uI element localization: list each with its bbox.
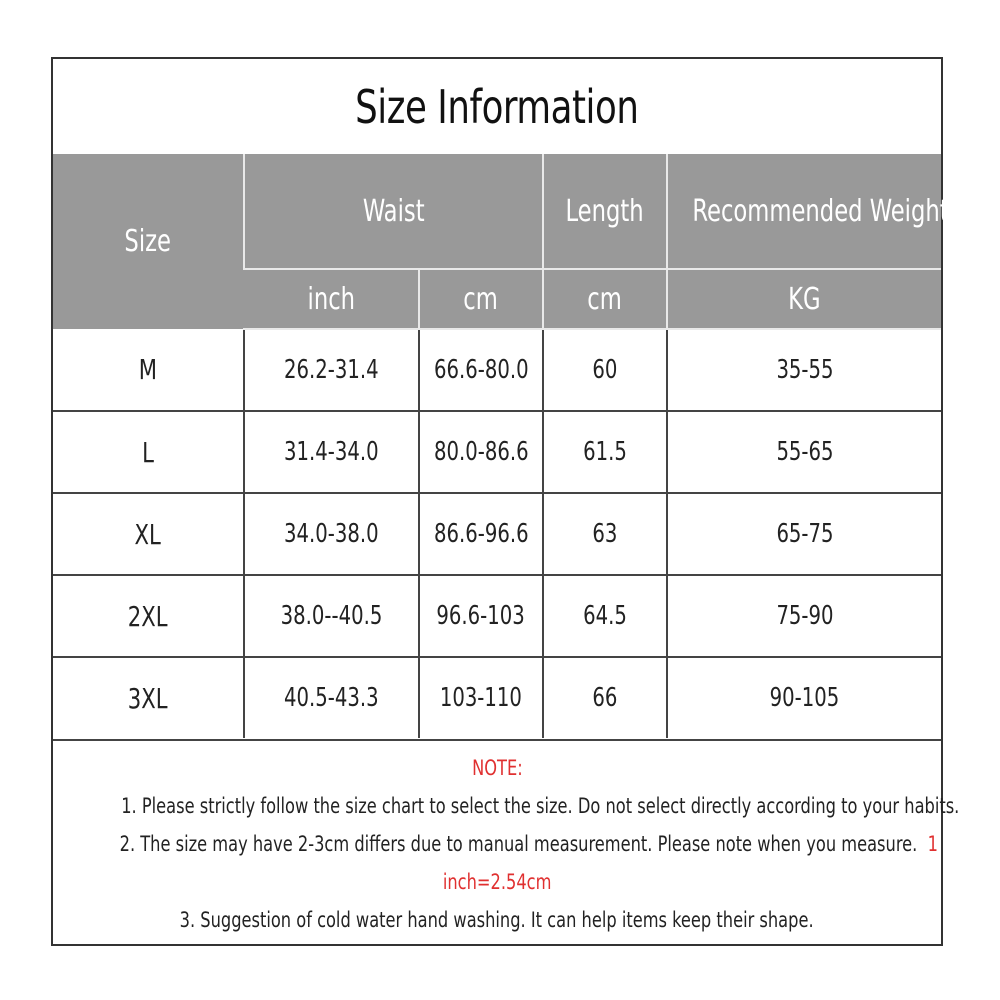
cell-length-cm: 60 xyxy=(543,329,667,411)
cell-waist-cm: 66.6-80.0 xyxy=(419,329,543,411)
cell-length-cm: 64.5 xyxy=(543,575,667,657)
note-conversion: inch=2.54cm xyxy=(442,870,552,894)
cell-waist-cm: 103-110 xyxy=(419,657,543,738)
cell-waist-inch: 40.5-43.3 xyxy=(244,657,419,738)
cell-weight-kg: 90-105 xyxy=(667,657,941,738)
cell-size: 2XL xyxy=(53,575,244,657)
header-unit-inch: inch xyxy=(244,269,419,329)
cell-waist-cm: 86.6-96.6 xyxy=(419,493,543,575)
header-weight: Recommended Weight xyxy=(667,154,941,269)
cell-waist-inch: 26.2-31.4 xyxy=(244,329,419,411)
size-chart-frame xyxy=(51,57,960,946)
cell-weight-kg: 75-90 xyxy=(667,575,941,657)
header-unit-cm: cm xyxy=(419,269,543,329)
size-table-body xyxy=(53,329,941,738)
cell-size: M xyxy=(53,329,244,411)
cell-waist-inch: 38.0--40.5 xyxy=(244,575,419,657)
header-waist: Waist xyxy=(244,154,543,269)
table-row xyxy=(53,657,941,738)
cell-weight-kg: 65-75 xyxy=(667,493,941,575)
size-table xyxy=(53,154,949,738)
header-row-top xyxy=(53,154,941,269)
cell-length-cm: 61.5 xyxy=(543,411,667,493)
note-heading: NOTE: xyxy=(471,756,523,780)
note-line-2-red: 1 xyxy=(927,832,938,856)
note-line-1: 1. Please strictly follow the size chart to select the size. Do not select directly according to your habits. xyxy=(121,794,960,818)
header-unit-kg: KG xyxy=(667,269,941,329)
cell-weight-kg: 35-55 xyxy=(667,329,941,411)
note-line-2-text: 2. The size may have 2-3cm differs due to manual measurement. Please note when you measure. xyxy=(119,832,918,856)
note-line-3: 3. Suggestion of cold water hand washing. It can help items keep their shape. xyxy=(179,908,815,932)
header-size: Size xyxy=(53,154,244,329)
cell-weight-kg: 55-65 xyxy=(667,411,941,493)
table-row xyxy=(53,575,941,657)
cell-length-cm: 66 xyxy=(543,657,667,738)
table-row xyxy=(53,493,941,575)
cell-waist-inch: 31.4-34.0 xyxy=(244,411,419,493)
cell-size: XL xyxy=(53,493,244,575)
page-title: Size Information xyxy=(355,79,639,134)
cell-size: 3XL xyxy=(53,657,244,738)
table-row xyxy=(53,411,941,493)
title-row xyxy=(53,59,941,156)
header-unit-length-cm: cm xyxy=(543,269,667,329)
cell-waist-cm: 80.0-86.6 xyxy=(419,411,543,493)
cell-waist-cm: 96.6-103 xyxy=(419,575,543,657)
note-line-2 xyxy=(53,825,941,863)
header-length: Length xyxy=(543,154,667,269)
cell-length-cm: 63 xyxy=(543,493,667,575)
cell-size: L xyxy=(53,411,244,493)
note-section xyxy=(53,739,960,944)
table-row xyxy=(53,329,941,411)
cell-waist-inch: 34.0-38.0 xyxy=(244,493,419,575)
